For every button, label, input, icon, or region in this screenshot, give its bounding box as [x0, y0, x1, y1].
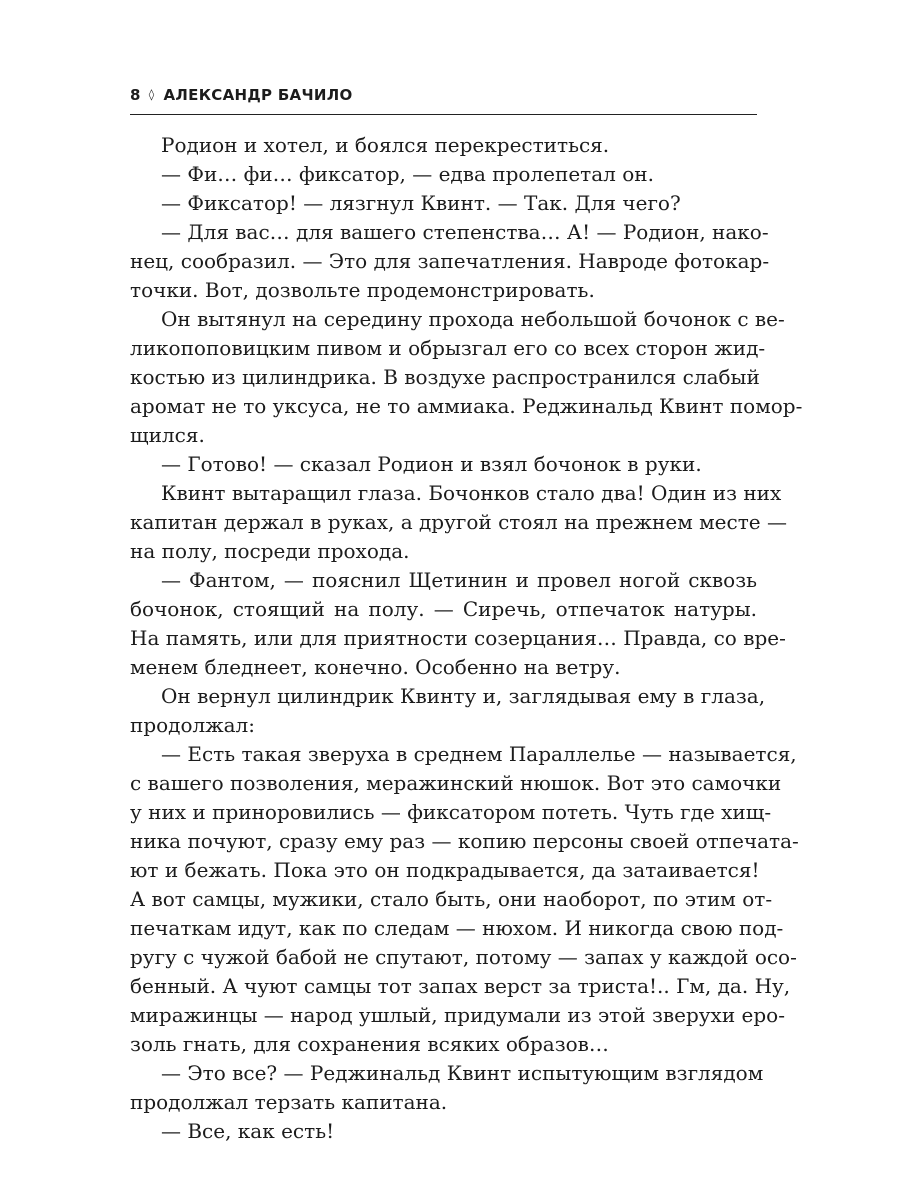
text-line: Родион и хотел, и боялся перекреститься.: [161, 133, 610, 157]
text-line: — Есть такая зверуха в среднем Параллелье — называется,: [161, 742, 797, 766]
paragraph: [130, 450, 757, 479]
text-line: — Фи… фи… фиксатор, — едва пролепетал он.: [161, 162, 654, 186]
text-line: бочонок, стоящий на полу. — Сиречь, отпечаток натуры.: [130, 597, 757, 621]
paragraph: [130, 131, 757, 160]
text-line: ликопоповицким пивом и обрызгал его со всех сторон жид-: [130, 336, 766, 360]
paragraph: [130, 682, 766, 740]
paragraph: [130, 1059, 764, 1117]
text-line: у них и приноровились — фиксатором потеть. Чуть где хищ-: [130, 800, 772, 824]
text-line: нец, сообразил. — Это для запечатления. Навроде фотокар-: [130, 249, 770, 273]
paragraph: [130, 740, 799, 1059]
paragraph: [130, 160, 757, 189]
text-line: менем бледнеет, конечно. Особенно на ветру.: [130, 655, 621, 679]
text-line: продолжал:: [130, 713, 255, 737]
text-line: точки. Вот, дозвольте продемонстрировать.: [130, 278, 595, 302]
text-line: — Для вас… для вашего степенства… А! — Родион, нако-: [161, 220, 769, 244]
paragraph: [130, 189, 757, 218]
running-header: [130, 84, 757, 115]
body-text: [130, 131, 803, 1146]
text-line: На память, или для приятности созерцания… Правда, со вре-: [130, 626, 786, 650]
text-line: — Это все? — Реджинальд Квинт испытующим взглядом: [161, 1061, 764, 1085]
paragraph: [130, 479, 787, 566]
text-line: — Фантом, — пояснил Щетинин и провел ногой сквозь: [161, 568, 757, 592]
text-line: костью из цилиндрика. В воздухе распространился слабый: [130, 365, 760, 389]
text-line: капитан держал в руках, а другой стоял на прежнем месте —: [130, 510, 787, 534]
paragraph: [130, 305, 803, 450]
diamond-separator-icon: ◊: [148, 88, 155, 101]
text-line: Он вернул цилиндрик Квинту и, заглядывая ему в глаза,: [161, 684, 766, 708]
paragraph: [130, 218, 770, 305]
text-line: щился.: [130, 423, 205, 447]
text-line: Он вытянул на середину прохода небольшой бочонок с ве-: [161, 307, 785, 331]
text-line: — Фиксатор! — лязгнул Квинт. — Так. Для чего?: [161, 191, 681, 215]
text-line: печаткам идут, как по следам — нюхом. И никогда свою под-: [130, 916, 784, 940]
text-line: с вашего позволения, меражинский нюшок. Вот это самочки: [130, 771, 782, 795]
text-line: А вот самцы, мужики, стало быть, они наоборот, по этим от-: [130, 887, 773, 911]
text-line: бенный. А чуют самцы тот запах верст за триста!.. Гм, да. Ну,: [130, 974, 791, 998]
text-line: ругу с чужой бабой не спутают, потому — запах у каждой осо-: [130, 945, 797, 969]
text-line: золь гнать, для сохранения всяких образов…: [130, 1032, 609, 1056]
text-line: на полу, посреди прохода.: [130, 539, 410, 563]
text-line: Квинт вытаращил глаза. Бочонков стало два! Один из них: [161, 481, 782, 505]
author-name: АЛЕКСАНДР БАЧИЛО: [163, 86, 353, 104]
text-line: аромат не то уксуса, не то аммиака. Реджинальд Квинт помор-: [130, 394, 803, 418]
text-line: миражинцы — народ ушлый, придумали из этой зверухи еро-: [130, 1003, 785, 1027]
text-line: продолжал терзать капитана.: [130, 1090, 448, 1114]
text-line: ника почуют, сразу ему раз — копию персоны своей отпечата-: [130, 829, 799, 853]
text-line: — Все, как есть!: [161, 1119, 335, 1143]
paragraph: [130, 1117, 757, 1146]
text-line: ют и бежать. Пока это он подкрадывается, да затаивается!: [130, 858, 760, 882]
paragraph: [130, 566, 786, 682]
text-line: — Готово! — сказал Родион и взял бочонок в руки.: [161, 452, 702, 476]
page-number: 8: [130, 86, 141, 104]
